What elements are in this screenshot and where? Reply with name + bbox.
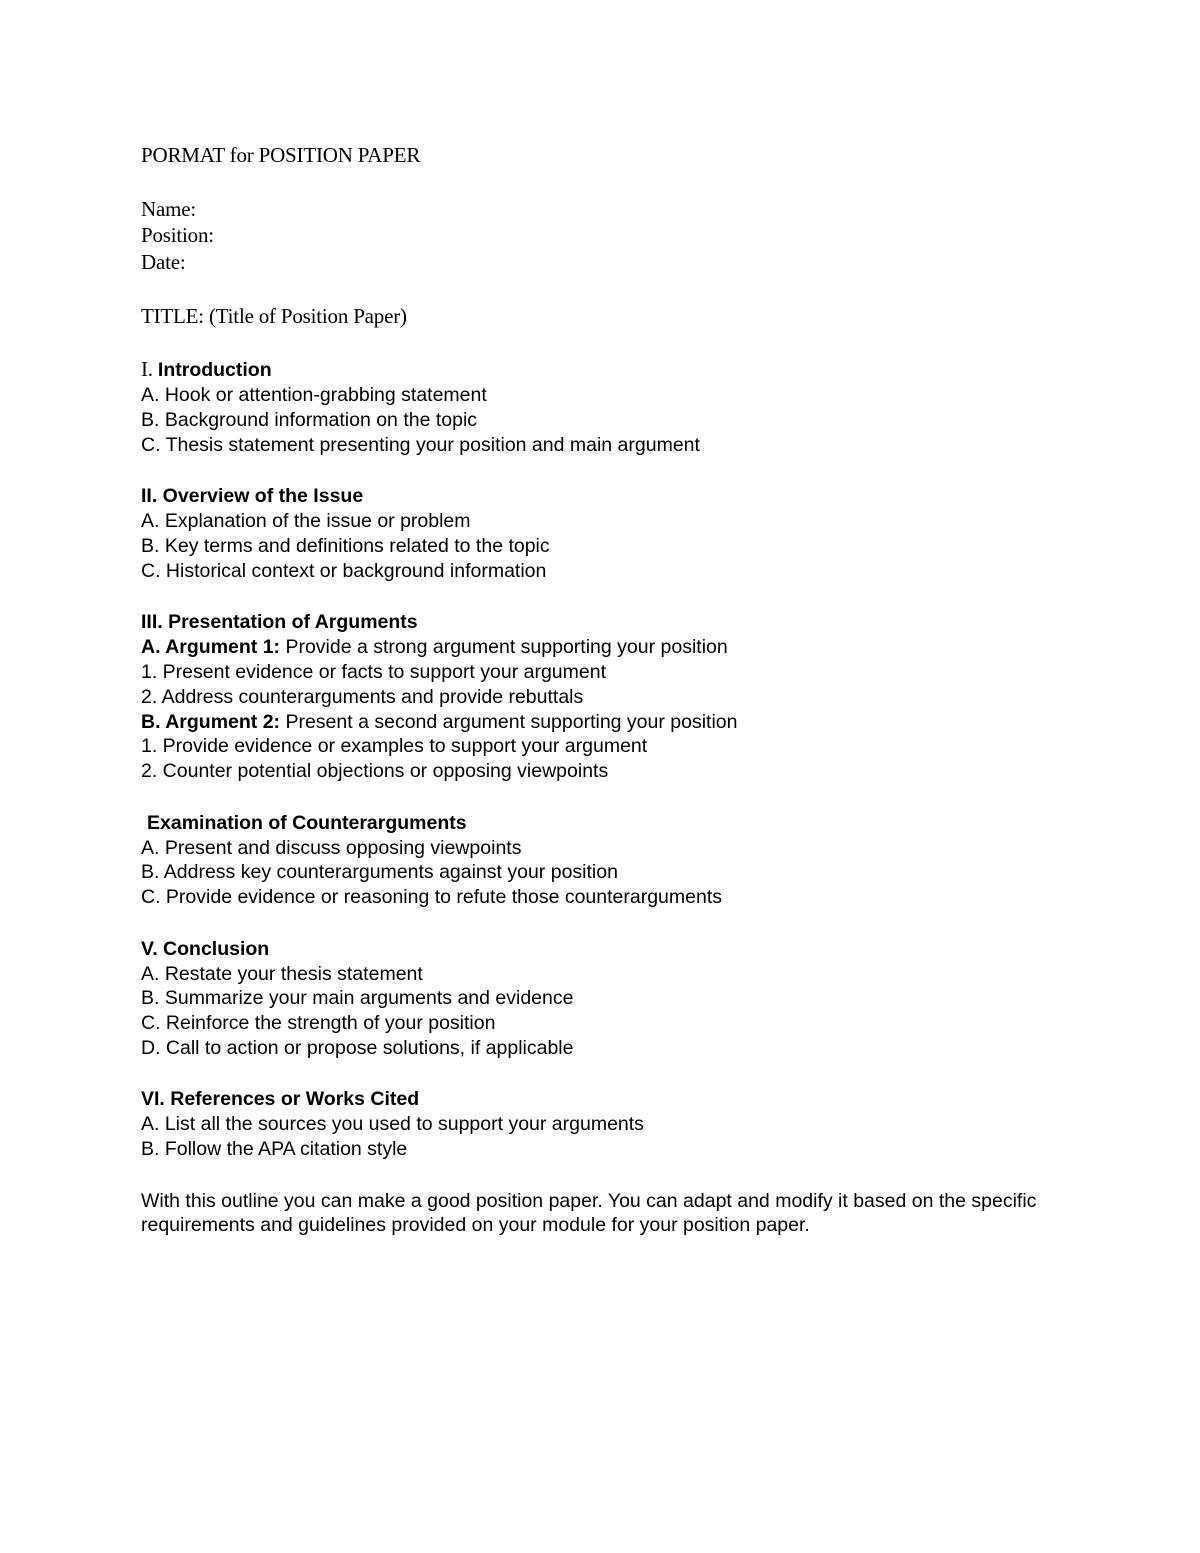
- list-item: A. Hook or attention-grabbing statement: [141, 384, 487, 407]
- list-item: B. Summarize your main arguments and evidence: [141, 987, 574, 1010]
- list-item: A. List all the sources you used to support your arguments: [141, 1113, 644, 1136]
- date-label: Date:: [141, 250, 186, 275]
- argument-1-label: A. Argument 1:: [141, 636, 281, 659]
- list-item: 1. Provide evidence or examples to support your argument: [141, 735, 648, 758]
- section-introduction-prefix: I.: [141, 357, 158, 382]
- document-page: [141, 142, 1081, 1238]
- section-references-heading: VI. References or Works Cited: [141, 1088, 420, 1111]
- name-label: Name:: [141, 196, 196, 221]
- list-item: C. Thesis statement presenting your position and main argument: [141, 433, 700, 456]
- list-item: C. Provide evidence or reasoning to refute those counterarguments: [141, 886, 723, 909]
- section-introduction-title: Introduction: [157, 359, 272, 382]
- list-item: 2. Counter potential objections or opposing viewpoints: [141, 760, 609, 783]
- list-item: C. Historical context or background information: [141, 559, 547, 582]
- argument-1-text: Provide a strong argument supporting your position: [280, 636, 728, 659]
- closing-paragraph: With this outline you can make a good position paper. You can adapt and modify it based on the specific requirements and guidelines provided on your module for your position paper.: [141, 1189, 1037, 1237]
- list-item: D. Call to action or propose solutions, if applicable: [141, 1036, 574, 1059]
- list-item: B. Key terms and definitions related to the topic: [141, 534, 550, 557]
- position-label: Position:: [141, 223, 214, 248]
- section-overview-heading: II. Overview of the Issue: [141, 485, 364, 508]
- list-item: C. Reinforce the strength of your position: [141, 1012, 496, 1035]
- list-item: A. Explanation of the issue or problem: [141, 510, 471, 533]
- title-line: TITLE: (Title of Position Paper): [141, 303, 407, 328]
- list-item: A. Restate your thesis statement: [141, 962, 423, 985]
- section-counterarguments-heading: Examination of Counterarguments: [147, 811, 467, 834]
- list-item: A. Present and discuss opposing viewpoints: [141, 836, 522, 859]
- section-conclusion-heading: V. Conclusion: [141, 937, 270, 960]
- list-item: 1. Present evidence or facts to support your argument: [141, 660, 607, 683]
- list-item: B. Follow the APA citation style: [141, 1138, 408, 1161]
- list-item: B. Address key counterarguments against your position: [141, 861, 618, 884]
- argument-2-line: [141, 710, 1081, 735]
- section-arguments-heading: III. Presentation of Arguments: [141, 611, 418, 634]
- section-introduction-heading: [141, 356, 1081, 383]
- argument-2-text: Present a second argument supporting your position: [280, 710, 738, 733]
- document-title: PORMAT for POSITION PAPER: [141, 143, 421, 167]
- list-item: B. Background information on the topic: [141, 408, 478, 431]
- argument-1-line: [141, 635, 1081, 660]
- list-item: 2. Address counterarguments and provide rebuttals: [141, 685, 584, 708]
- argument-2-label: B. Argument 2:: [141, 710, 281, 733]
